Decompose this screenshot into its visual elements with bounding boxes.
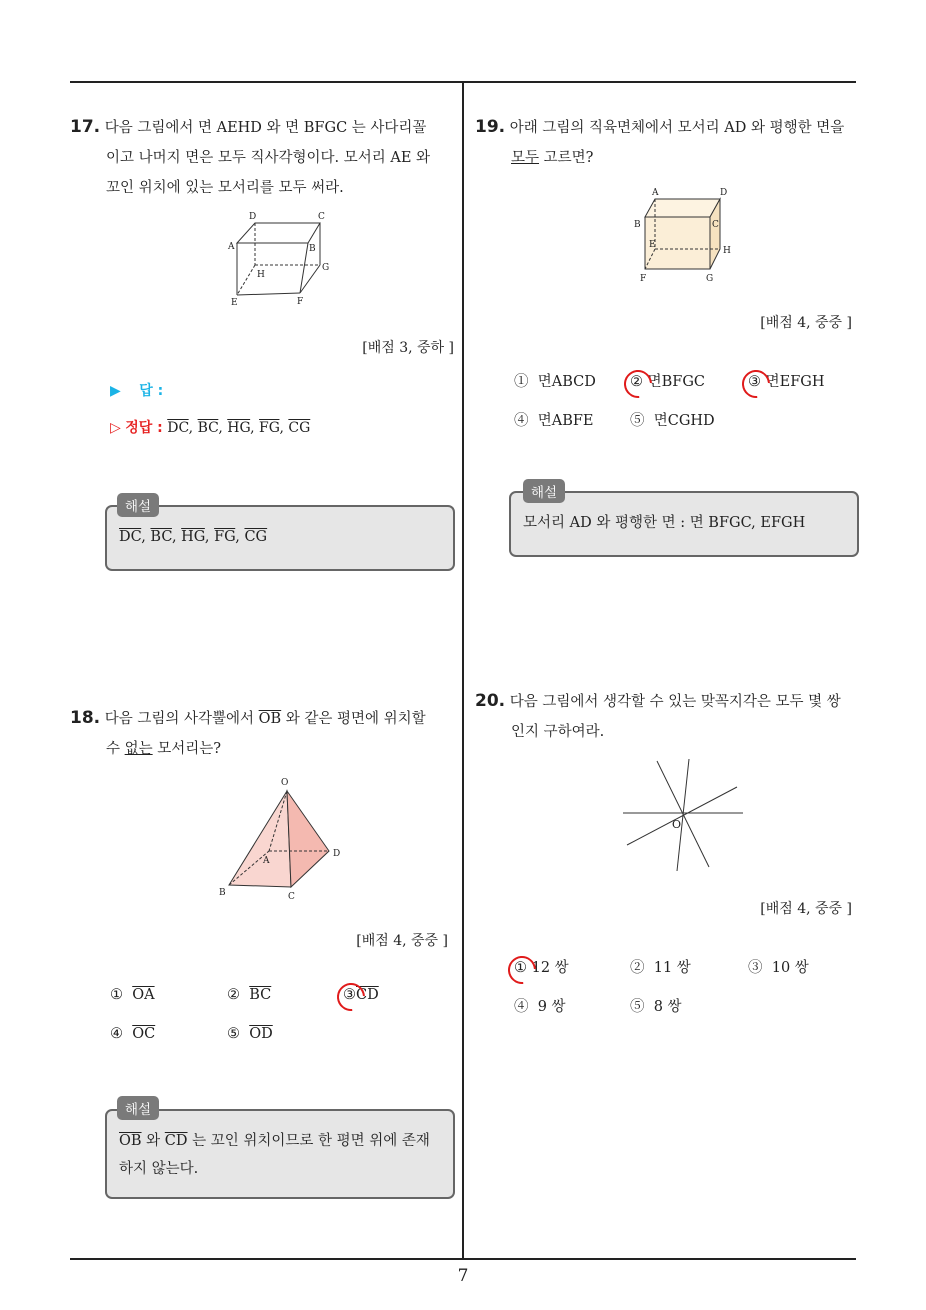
correct-label: 정답 : bbox=[125, 420, 163, 436]
vertex-label: H bbox=[723, 246, 731, 256]
explanation-text: $\overline{OB}$ 와 $\overline{CD}$ 는 꼬인 위치이므로 한 평면 위에 존재 하지 않는다. bbox=[119, 1133, 430, 1177]
question-number: 17. bbox=[70, 117, 101, 137]
choice-4[interactable]: ④ 면ABFE bbox=[514, 413, 594, 429]
selection-mark: ③ bbox=[748, 374, 761, 390]
segment: $\overline{FG}$ bbox=[259, 420, 280, 436]
question-18: 18. 다음 그림의 사각뿔에서 $\overline{OB}$ 와 같은 평면에 위치할 수 없는 모서리는? bbox=[70, 708, 426, 757]
vertex-label: G bbox=[322, 263, 330, 273]
score-label: [배점 4, 중중 ] bbox=[760, 901, 852, 917]
choice-2-selected[interactable]: ② 면BFGC bbox=[630, 374, 706, 390]
choice-1[interactable]: ① $\overline{OA}$ bbox=[110, 987, 155, 1003]
question-text-line: 다음 그림에서 면 AEHD 와 면 BFGC 는 사다리꼴 bbox=[104, 120, 427, 136]
intersecting-lines-figure bbox=[615, 755, 750, 875]
column-divider bbox=[462, 83, 464, 1258]
triangle-outline-icon: ▷ bbox=[110, 420, 121, 436]
cuboid-figure bbox=[630, 185, 740, 285]
choice-5[interactable]: ⑤ 면CGHD bbox=[630, 413, 715, 429]
vertex-label: B bbox=[219, 888, 226, 898]
triangle-filled-icon: ▶ bbox=[110, 383, 121, 399]
vertex-label: D bbox=[249, 212, 257, 222]
choice-2[interactable]: ② $\overline{BC}$ bbox=[227, 987, 272, 1003]
vertex-label: E bbox=[649, 240, 656, 250]
pyramid-figure bbox=[215, 773, 355, 903]
answer-line bbox=[110, 380, 163, 400]
question-text-line: 다음 그림에서 생각할 수 있는 맞꼭지각은 모두 몇 쌍 bbox=[509, 694, 841, 710]
correct-answer-line: ▷ 정답 : $\overline{DC}$, $\overline{BC}$, $\overline{HG}$, $\overline{FG}$, $\overline{CG}$ bbox=[110, 420, 311, 436]
choice-2[interactable]: ② 11 쌍 bbox=[630, 960, 691, 976]
vertex-label: C bbox=[712, 220, 719, 230]
vertex-label: C bbox=[318, 212, 325, 222]
trapezoid-prism-figure bbox=[225, 205, 335, 310]
vertex-label: H bbox=[257, 270, 265, 280]
question-20 bbox=[475, 686, 865, 747]
vertex-label: O bbox=[281, 778, 289, 788]
question-text-line: 이고 나머지 면은 모두 직사각형이다. 모서리 AE 와 bbox=[106, 150, 431, 166]
explanation-tag: 해설 bbox=[523, 479, 565, 503]
explanation-tag: 해설 bbox=[117, 493, 159, 517]
question-text-line: 꼬인 위치에 있는 모서리를 모두 써라. bbox=[106, 180, 344, 196]
segment: $\overline{HG}$ bbox=[227, 420, 251, 436]
question-number: 20. bbox=[475, 691, 506, 711]
selection-mark: ③ bbox=[343, 987, 356, 1003]
choice-4[interactable]: ④ 9 쌍 bbox=[514, 999, 566, 1015]
score-label: [배점 4, 중중 ] bbox=[760, 315, 852, 331]
choice-5[interactable]: ⑤ 8 쌍 bbox=[630, 999, 682, 1015]
vertex-label: G bbox=[706, 274, 714, 284]
vertex-label: D bbox=[333, 849, 341, 859]
page-number: 7 bbox=[457, 1266, 469, 1286]
explanation-box bbox=[105, 1109, 455, 1199]
question-number: 19. bbox=[475, 117, 506, 137]
score-label: [배점 3, 중하 ] bbox=[362, 340, 454, 356]
vertex-label: F bbox=[640, 274, 647, 284]
choice-4[interactable]: ④ $\overline{OC}$ bbox=[110, 1026, 156, 1042]
choice-3[interactable]: ③ 10 쌍 bbox=[748, 960, 809, 976]
segment: $\overline{BC}$ bbox=[197, 420, 219, 436]
vertex-label: D bbox=[720, 188, 728, 198]
vertex-label: C bbox=[288, 892, 295, 902]
segment: $\overline{DC}$ bbox=[167, 420, 189, 436]
answer-label: 답 : bbox=[139, 383, 164, 399]
vertex-label: A bbox=[652, 188, 659, 198]
segment: $\overline{OB}$ bbox=[258, 711, 282, 727]
question-17 bbox=[70, 112, 460, 203]
vertex-label: A bbox=[228, 242, 235, 252]
vertex-label: A bbox=[263, 856, 270, 866]
underlined-word: 모두 bbox=[511, 150, 540, 166]
explanation-tag: 해설 bbox=[117, 1096, 159, 1120]
point-label: O bbox=[672, 818, 682, 831]
choice-3-selected[interactable]: $③\overline{CD}$ bbox=[343, 987, 379, 1003]
question-number: 18. bbox=[70, 708, 101, 728]
vertex-label: B bbox=[634, 220, 641, 230]
bottom-rule bbox=[70, 1258, 856, 1260]
underlined-word: 없는 bbox=[124, 741, 153, 757]
selection-mark: ① bbox=[514, 960, 527, 976]
question-text-line: 인지 구하여라. bbox=[511, 724, 605, 740]
question-text-line: 아래 그림의 직육면체에서 모서리 AD 와 평행한 면을 bbox=[509, 120, 845, 136]
vertex-label: B bbox=[309, 244, 316, 254]
segment: $\overline{CG}$ bbox=[288, 420, 311, 436]
explanation-text: 모서리 AD 와 평행한 면 : 면 BFGC, EFGH bbox=[523, 515, 806, 531]
choice-1-selected[interactable]: ① 12 쌍 bbox=[514, 960, 569, 976]
vertex-label: F bbox=[297, 297, 304, 307]
score-label: [배점 4, 중중 ] bbox=[356, 933, 448, 949]
vertex-label: E bbox=[231, 298, 238, 308]
selection-mark: ② bbox=[630, 374, 643, 390]
choice-1[interactable]: ① 면ABCD bbox=[514, 374, 596, 390]
choice-5[interactable]: ⑤ $\overline{OD}$ bbox=[227, 1026, 273, 1042]
question-19: 19. 아래 그림의 직육면체에서 모서리 AD 와 평행한 면을 모두 고르면? bbox=[475, 117, 845, 166]
explanation-text: $\overline{DC}$, $\overline{BC}$, $\overline{HG}$, $\overline{FG}$, $\overline{CG}$ bbox=[119, 529, 268, 545]
choice-3-selected[interactable]: ③ 면EFGH bbox=[748, 374, 825, 390]
